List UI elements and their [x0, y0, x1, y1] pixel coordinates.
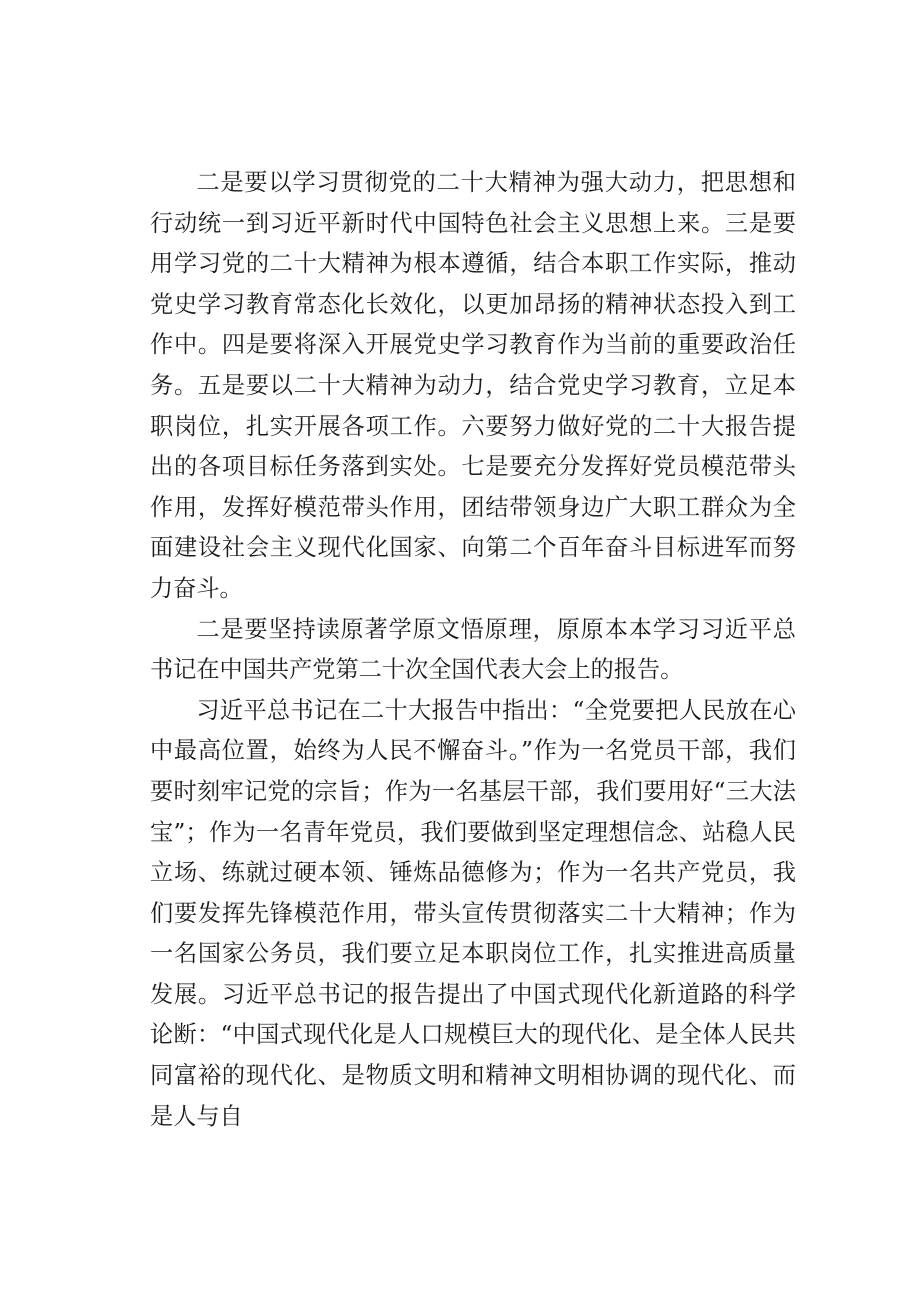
paragraph-1: 二是要以学习贯彻党的二十大精神为强大动力，把思想和行动统一到习近平新时代中国特色社会主义思想上来。三是要用学习党的二十大精神为根本遵循，结合本职工作实际，推动党史学习教育常态化长效化，以更加昂扬的精神状态投入到工作中。四是要将深入开展党史学习教育作为当前的重要政治任务。五是要以二十大精神为动力，结合党史学习教育，立足本职岗位，扎实开展各项工作。六要努力做好党的二十大报告提出的各项目标任务落到实处。七是要充分发挥好党员模范带头作用，发挥好模范带头作用，团结带领身边广大职工群众为全面建设社会主义现代化国家、向第二个百年奋斗目标进军而努力奋斗。	[150, 169, 796, 602]
paragraph-3: 习近平总书记在二十大报告中指出：“全党要把人民放在心中最高位置，始终为人民不懈奋斗。”作为一名党员干部，我们要时刻牢记党的宗旨；作为一名基层干部，我们要用好“三大法宝”；作为一名青年党员，我们要做到坚定理想信念、站稳人民立场、练就过硬本领、锤炼品德修为；作为一名共产党员，我们要发挥先锋模范作用，带头宣传贯彻落实二十大精神；作为一名国家公务员，我们要立足本职岗位工作，扎实推进高质量发展。习近平总书记的报告提出了中国式现代化新道路的科学论断：“中国式现代化是人口规模巨大的现代化、是全体人民共同富裕的现代化、是物质文明和精神文明相协调的现代化、而是人与自	[150, 696, 796, 1130]
document-body	[150, 163, 796, 1137]
paragraph-2: 二是要坚持读原著学原文悟原理，原原本本学习习近平总书记在中国共产党第二十次全国代表大会上的报告。	[150, 615, 796, 684]
